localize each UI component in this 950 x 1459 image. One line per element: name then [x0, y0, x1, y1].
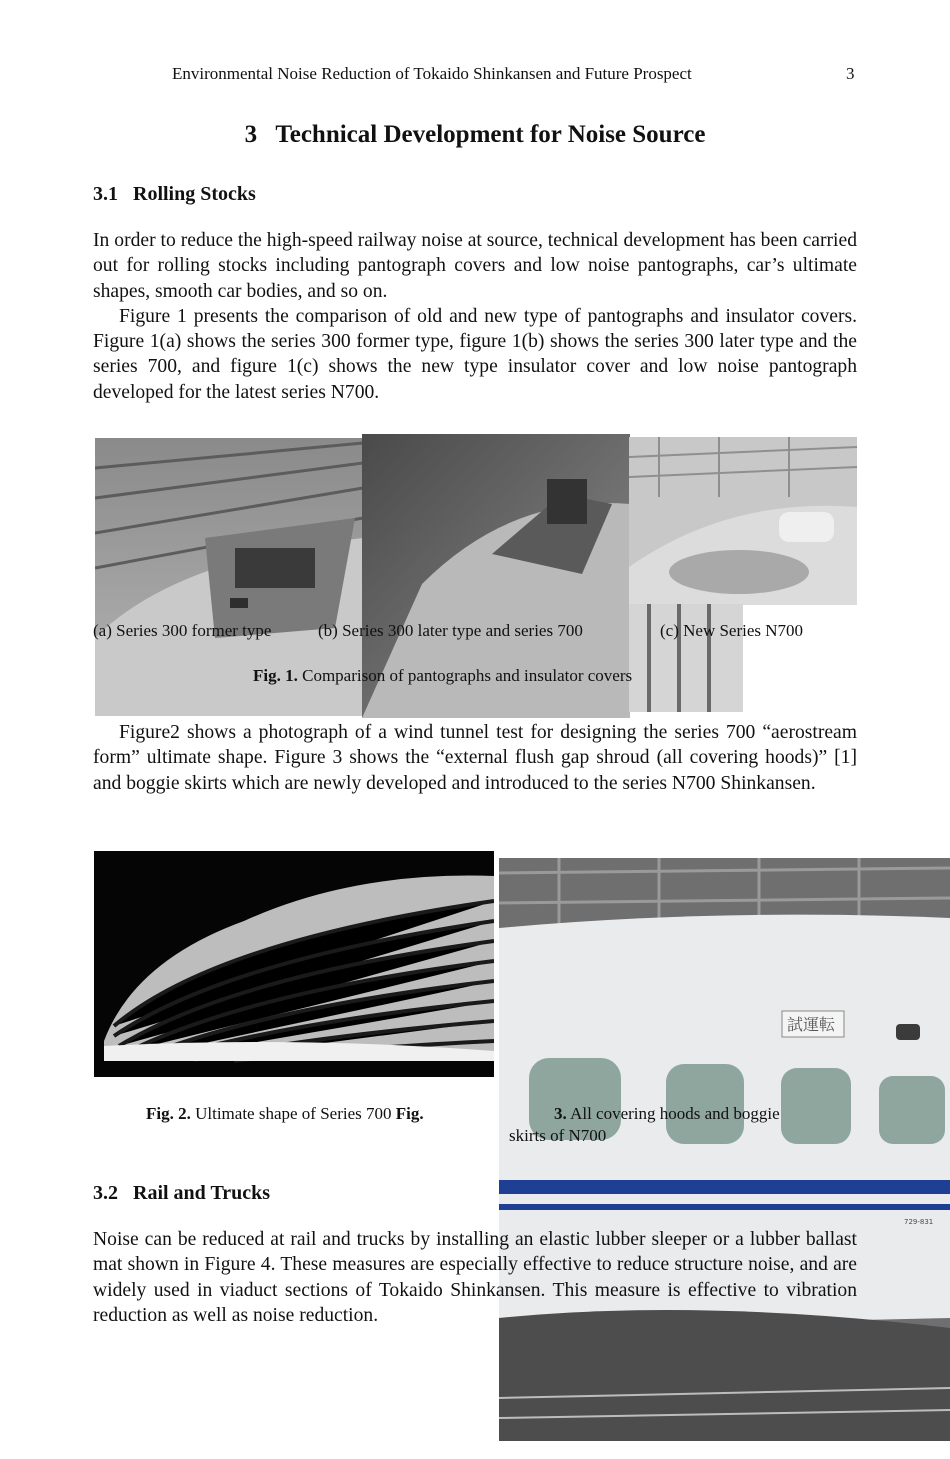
figure-1-caption [253, 666, 632, 686]
car-number: 729-831 [904, 1218, 934, 1226]
car-marking: 試運転 [787, 1015, 836, 1034]
running-header: Environmental Noise Reduction of Tokaido Shinkansen and Future Prospect [172, 64, 692, 83]
section-heading-3-1: 3.1 Rolling Stocks [93, 183, 256, 205]
figure-1c-subcaption: (c) New Series N700 [660, 621, 804, 640]
figure-1-label: Fig. 1. [253, 666, 298, 685]
figure-3-label-prefix: Fig. [395, 1104, 424, 1123]
section-3-2-body [93, 1227, 857, 1328]
paragraph: Figure2 shows a photograph of a wind tunnel test for designing the series 700 “aerostream form” ultimate shape. Figure 3 shows the “external flush gap shroud (all covering hoods)” [1] and boggie skirts which are newly developed and introduced to the series N700 Shinkansen. [93, 722, 857, 794]
section-heading-3-2: 3.2 Rail and Trucks [93, 1182, 271, 1204]
figure-3-photo [499, 858, 950, 1441]
section-3-1-body [93, 228, 857, 405]
figure-1b-subcaption: (b) Series 300 later type and series 700 [318, 621, 583, 640]
figure-3-label-number: 3. [554, 1104, 567, 1123]
chapter-title: 3 Technical Development for Noise Source [244, 121, 706, 148]
paragraph: Noise can be reduced at rail and trucks by installing an elastic lubber sleeper or a lubber ballast mat shown in Figure 4. These measures are especially effective to reduce structure noise, and are widely used in viaduct sections of Tokaido Shinkansen. This measure is effective to vibration reduction as well as noise reduction. [93, 1229, 857, 1326]
paragraph: Figure 1 presents the comparison of old and new type of pantographs and insulator covers. Figure 1(a) shows the series 300 former type, figure 1(b) shows the series 300 later type and the series 700, and figure 1(c) shows the new type insulator cover and low noise pantograph developed for the latest series N700. [93, 305, 857, 403]
figure-2-photo [94, 851, 494, 1077]
page-number: 3 [846, 64, 855, 83]
figure-2-caption [146, 1104, 424, 1124]
paragraph-fig2-3-block [93, 720, 857, 796]
figure-1a-subcaption: (a) Series 300 former type [93, 621, 272, 640]
figure-3-caption-line1: All covering hoods and boggie [570, 1104, 780, 1123]
figure-2-label: Fig. 2. [146, 1104, 191, 1123]
figure-3-caption-line2: skirts of N700 [509, 1126, 607, 1145]
figure-2-caption-text: Ultimate shape of Series 700 [195, 1104, 392, 1123]
figure-1-caption-text: Comparison of pantographs and insulator covers [302, 666, 633, 685]
paragraph: In order to reduce the high-speed railway noise at source, technical development has been carried out for rolling stocks including pantograph covers and low noise pantographs, car’s ultimate shapes, smooth car bodies, and so on. [93, 230, 857, 302]
figure-3-caption [554, 1104, 780, 1124]
figure-1c-photo [629, 437, 857, 605]
